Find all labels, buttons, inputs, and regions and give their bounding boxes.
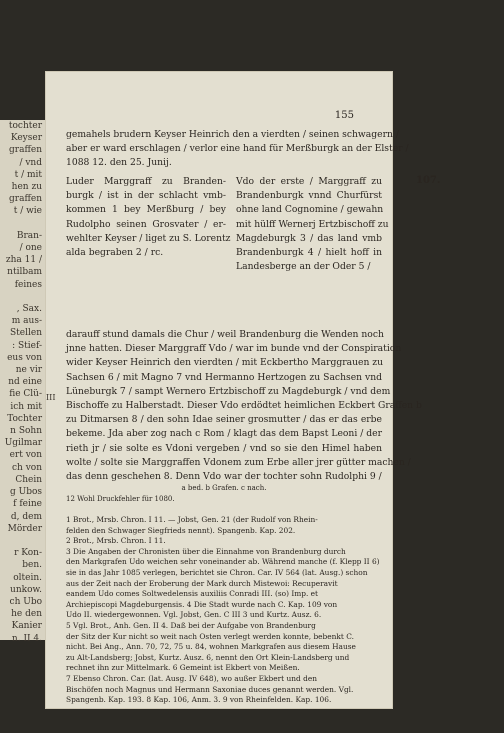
edge-text-line: f feine (13, 499, 42, 510)
left-column-line: Rudolpho seinen Grosvater / er- (66, 218, 226, 230)
footnote-line: sie in das Jahr 1085 verlegen, berichtet sie Chron. Car. IV 564 (lat. Ausg.) schon (66, 567, 368, 577)
edge-text-line: Keyser (10, 133, 42, 144)
edge-text-line: Mörder (7, 523, 42, 534)
edge-text-line: ch Ubo (9, 596, 42, 607)
edge-text-line: graffen (9, 145, 42, 156)
edge-text-line (0, 535, 46, 547)
footnote-letters (66, 483, 382, 505)
footnote-line: 2 Brot., Mrsb. Chron. I 11. (66, 536, 166, 546)
footnote-line: 5 Vgl. Brot., Anh. Gen. II 4. Daß bei der Aufgabe von Brandenburg (66, 620, 316, 630)
edge-text-line: Ugilmar (4, 438, 42, 449)
edge-text-line: m aus- (11, 316, 42, 327)
edge-text-line: ch von (12, 462, 42, 473)
left-page-edge (0, 120, 48, 644)
right-column-line: Vdo der erste / Marggraff zu (236, 176, 382, 187)
footnote-12: 12 Wohl Druckfehler für 1080. (66, 495, 175, 503)
edge-text-line: n. II 4. (11, 633, 42, 644)
left-column-line: wehlter Keyser / liget zu S. Lorentz (66, 232, 231, 244)
text-line: rieth jr / sie solte es Vdoni vergeben / vnd so sie den Himel haben (66, 442, 382, 454)
edge-text-line (0, 218, 46, 230)
edge-text-line: zha 11 / (5, 255, 42, 266)
edge-text-line: ne vir (15, 365, 42, 376)
page-number: 155 (334, 110, 354, 121)
edge-text-line: Kanier (11, 621, 42, 632)
edge-text-line: feines (14, 279, 42, 290)
left-column-line: burgk / ist in der schlacht vmb- (66, 190, 226, 202)
edge-text-line: ntilbam (7, 267, 42, 278)
text-line: wolte / solte sie Marggraffen Vdonem zum Erbe aller jrer gütter machen / (66, 456, 411, 468)
footnote-line: eandem Udo comes Soltwedelensis auxiliis Conradi III. (so) Imp. et (66, 589, 319, 599)
footnote-line: Bischöfen noch Magnus und Hermann Saxoniae duces genannt werden. Vgl. (66, 684, 354, 694)
text-line: Bischoffe zu Halberstadt. Dieser Vdo erdödtet heimlichen Eckbert Graffen b (66, 400, 422, 412)
edge-text-line: : Stief- (12, 340, 42, 351)
text-line: aber er ward erschlagen / verlor eine hand für Merßburgk an der Elster / (66, 143, 409, 155)
margin-note: 107. (416, 175, 441, 186)
edge-text-line: he den (11, 609, 42, 620)
footnote-line: rechnet ihn zur Mittelmark. 6 Gemeint ist Ekbert von Meißen. (66, 663, 300, 673)
edge-text-line: Tochter (7, 413, 42, 424)
edge-text-line: t / wie (13, 206, 42, 217)
footnote-line: zu Alt-Landsberg; Jobst, Kurtz. Ausz. 6, nennt den Ort Klein-Landsberg und (66, 652, 350, 662)
edge-text-line: Bran- (16, 230, 42, 241)
edge-text-line: hen zu (11, 182, 42, 193)
edge-text-line: , Sax. (16, 304, 42, 315)
right-column-line: ohne land Cognomine / gewahn (236, 204, 384, 216)
footnote-line: den Markgrafen Udo weichen sehr voneinander ab. Während manche (f. Klepp II 6) (66, 557, 380, 567)
right-column-line: Brandenburgk vnnd Churfürst (236, 190, 382, 202)
right-column-line: Magdeburgk 3 / das land vmb (236, 232, 382, 244)
main-paragraph (66, 328, 422, 484)
text-line: zu Ditmarsen 8 / den sohn Idae seiner grosmutter / das er das erbe (66, 414, 382, 426)
footnote-line: 3 Die Angaben der Chronisten über die Einnahme von Brandenburg durch (66, 546, 346, 556)
footnote-line: felden den Schwager Siegfrieds nennt). Spangenb. Kap. 202. (66, 525, 296, 535)
text-line: jnne hatten. Dieser Marggraff Vdo / war im bunde vnd der Conspiration (66, 343, 402, 355)
edge-text-line: ich mit (10, 401, 42, 412)
edge-text-line: Chein (15, 474, 42, 485)
right-column-line: Landesberge an der Oder 5 / (236, 261, 371, 273)
edge-text-line: unkow. (10, 584, 42, 595)
footnote-letter-line: a bed. b Grafen. c nach. (181, 484, 267, 492)
edge-text-line: tochter (8, 121, 42, 131)
text-line: 1088 12. den 25. Junij. (66, 157, 172, 169)
text-line: das denn geschehen 8. Denn Vdo war der tochter sohn Rudolphi 9 / (66, 471, 382, 483)
footnote-line: Udo II. wiedergewonnen. Vgl. Jobst, Gen. C III 3 und Kurtz. Ausz. 6. (66, 610, 322, 620)
right-column (236, 175, 389, 274)
edge-text-line: d, dem (10, 511, 42, 522)
edge-text-line: graffen (9, 194, 42, 205)
edge-text-line: Stellen (10, 328, 42, 339)
text-line: bekeme. Jda aber zog nach c Rom / klagt das dem Bapst Leoni / der (66, 428, 382, 440)
footnote-line: 1 Brot., Mrsb. Chron. I 11. — Jobst, Gen. 21 (der Rudolf von Rhein- (66, 515, 318, 524)
edge-text-line (0, 291, 46, 303)
footnotes (66, 515, 382, 706)
left-column-line: kommen 1 bey Merßburg / bey (66, 204, 226, 216)
footnote-line: 7 Ebenso Chron. Car. (lat. Ausg. IV 648), wo außer Ekbert und den (66, 673, 317, 683)
edge-text-line: ben. (22, 560, 42, 571)
footnote-line: nicht. Bei Ang., Ann. 70, 72, 75 u. 84, wohnen Markgrafen aus diesem Hause (66, 642, 356, 652)
edge-text-line: fie Clü- (9, 389, 42, 400)
footnote-line: Spangenb. Kap. 193. 8 Kap. 106, Anm. 3. 9 von Rheinfelden. Kap. 106. (66, 695, 332, 705)
left-column-line: Luder Marggraff zu Branden- (66, 176, 226, 187)
edge-text-line: r Kon- (14, 548, 42, 559)
book-page (46, 72, 441, 708)
footnote-line: aus der Zeit nach der Eroberung der Mark durch Mistewoi: Recuperavit (66, 578, 338, 588)
footnote-line: Archiepiscopi Magdeburgensis. 4 Die Stadt wurde nach C. Kap. 109 von (66, 599, 338, 609)
edge-text-line: eus von (7, 352, 42, 363)
edge-text-line: ert von (9, 450, 42, 461)
text-line: wider Keyser Heinrich den vierdten / mit Eckbertho Marggrauen zu (66, 357, 384, 369)
text-line: Sachsen 6 / mit Magno 7 vnd Hermanno Hertzogen zu Sachsen vnd (66, 371, 382, 383)
side-marker: III (46, 393, 56, 402)
left-column-line: alda begraben 2 / rc. (66, 247, 164, 259)
left-column (66, 175, 231, 260)
right-column-line: Brandenburgk 4 / hielt hoff in (236, 247, 382, 259)
edge-text-line: t / mit (14, 169, 42, 180)
text-line: gemahels brudern Keyser Heinrich den a vierdten / seinen schwagern / (66, 129, 399, 140)
edge-text-line: n Sohn (10, 426, 42, 437)
edge-text-line: nd eine (8, 377, 42, 388)
edge-text-line: / vnd (19, 157, 42, 168)
top-paragraph (66, 128, 409, 171)
text-line: darauff stund damals die Chur / weil Brandenburg die Wenden noch (66, 329, 384, 340)
edge-text-line: oltein. (13, 572, 42, 583)
text-line: Lüneburgk 7 / sampt Wernero Ertzbischoff zu Magdeburgk / vnd dem (66, 385, 391, 397)
right-column-line: mit hülff Wernerj Ertzbischoff zu (236, 218, 389, 230)
edge-text-line: / one (19, 243, 42, 254)
edge-text-line: g Ubos (9, 487, 42, 498)
footnote-line: der Sitz der Kur nicht so weit nach Osten verlegt werden konnte, bebenkt C. (66, 631, 354, 641)
